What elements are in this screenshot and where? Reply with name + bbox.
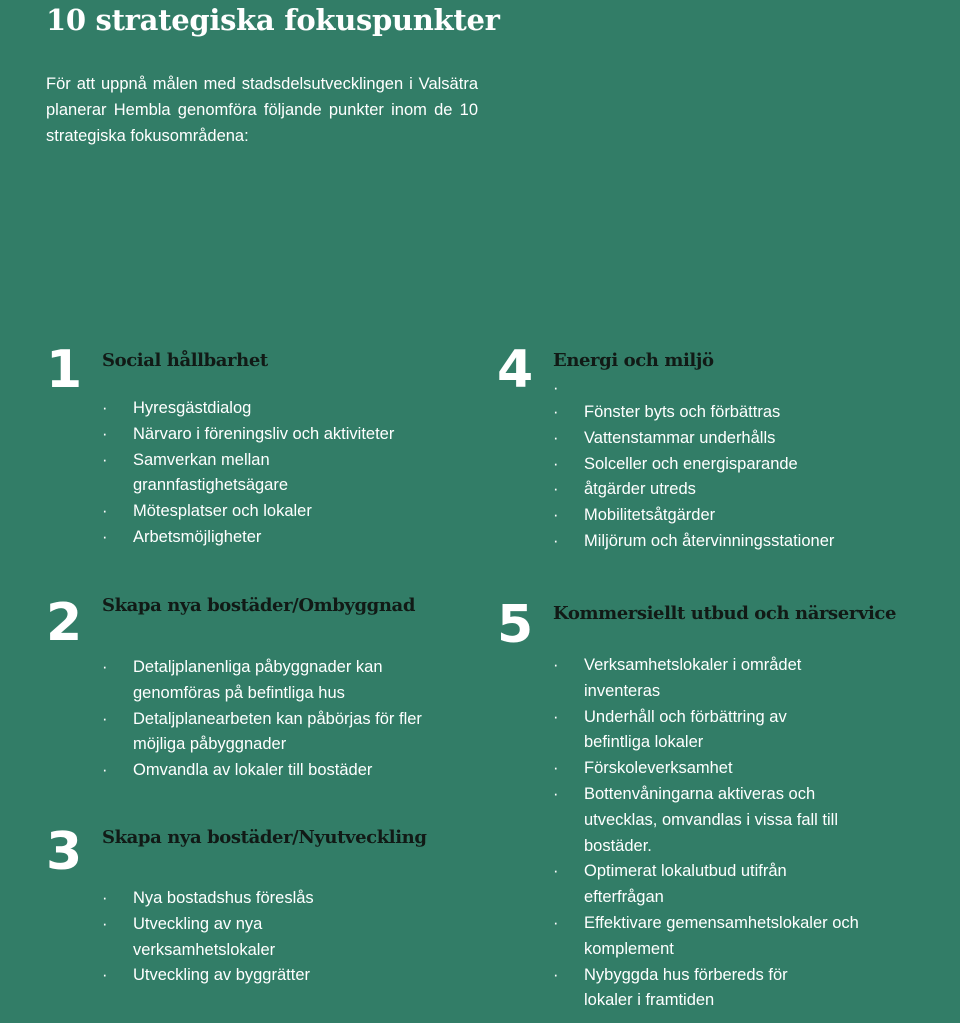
list-item: · Optimerat lokalutbud utifrån efterfrågan bbox=[553, 859, 839, 911]
list-item: · Vattenstammar underhålls bbox=[553, 426, 913, 452]
section-number: 3 bbox=[46, 822, 83, 882]
list-item: · Fönster byts och förbättras bbox=[553, 400, 913, 426]
list-item: · Verksamhetslokaler i området inventeras bbox=[553, 653, 849, 705]
list-item: · Mötesplatser och lokaler bbox=[102, 499, 432, 525]
section-number: 4 bbox=[497, 340, 534, 400]
list-item: · Närvaro i föreningsliv och aktiviteter bbox=[102, 422, 432, 448]
page-title: 10 strategiska fokuspunkter bbox=[46, 3, 500, 37]
section-5 bbox=[497, 595, 917, 1019]
section-3 bbox=[46, 822, 446, 996]
section-2 bbox=[46, 593, 446, 787]
section-heading: Social hållbarhet bbox=[102, 350, 268, 371]
list-item: · Detaljplanenliga påbyggnader kan genomföras på befintliga hus bbox=[102, 655, 422, 707]
list-item: · åtgärder utreds bbox=[553, 477, 913, 503]
list-item: · Underhåll och förbättring av befintliga lokaler bbox=[553, 705, 839, 757]
section-heading: Energi och miljö bbox=[553, 350, 714, 371]
section-4 bbox=[497, 340, 917, 559]
section-heading: Skapa nya bostäder/Ombyggnad bbox=[102, 595, 416, 616]
bullet-list bbox=[553, 400, 913, 555]
list-item: · Utveckling av byggrätter bbox=[102, 963, 362, 989]
bullet-list bbox=[553, 653, 873, 1014]
list-item: · Förskoleverksamhet bbox=[553, 756, 873, 782]
list-item: · Samverkan mellan grannfastighetsägare bbox=[102, 448, 323, 500]
list-item: · Utveckling av nya verksamhetslokaler bbox=[102, 912, 303, 964]
section-number: 5 bbox=[497, 595, 534, 655]
list-item: · Arbetsmöjligheter bbox=[102, 525, 432, 551]
list-item: · Hyresgästdialog bbox=[102, 396, 432, 422]
intro-paragraph: För att uppnå målen med stadsdelsutvecklingen i Valsätra planerar Hembla genomföra följande punkter inom de 10 strategiska fokusområdena: bbox=[46, 75, 478, 145]
bullet-list bbox=[102, 655, 422, 784]
list-item: · Solceller och energisparande bbox=[553, 452, 913, 478]
list-item: · Mobilitetsåtgärder bbox=[553, 503, 913, 529]
section-number: 2 bbox=[46, 593, 83, 653]
list-item: · Nya bostadshus föreslås bbox=[102, 886, 362, 912]
section-heading: Skapa nya bostäder/Nyutveckling bbox=[102, 827, 427, 848]
list-item: · Miljörum och återvinningsstationer bbox=[553, 529, 913, 555]
bullet-list bbox=[102, 886, 362, 989]
list-item: · Bottenvåningarna aktiveras och utvecklas, omvandlas i vissa fall till bostäder. bbox=[553, 782, 884, 859]
list-item: · Effektivare gemensamhetslokaler och komplement bbox=[553, 911, 884, 963]
section-heading: Kommersiellt utbud och närservice bbox=[553, 603, 897, 624]
section-number: 1 bbox=[46, 340, 83, 400]
section-1 bbox=[46, 340, 436, 554]
list-item: · Detaljplanearbeten kan påbörjas för fler möjliga påbyggnader bbox=[102, 707, 422, 759]
stray-bullet: · bbox=[553, 379, 559, 397]
list-item: · Omvandla av lokaler till bostäder bbox=[102, 758, 422, 784]
list-item: · Nybyggda hus förbereds för lokaler i framtiden bbox=[553, 963, 839, 1015]
bullet-list bbox=[102, 396, 432, 551]
